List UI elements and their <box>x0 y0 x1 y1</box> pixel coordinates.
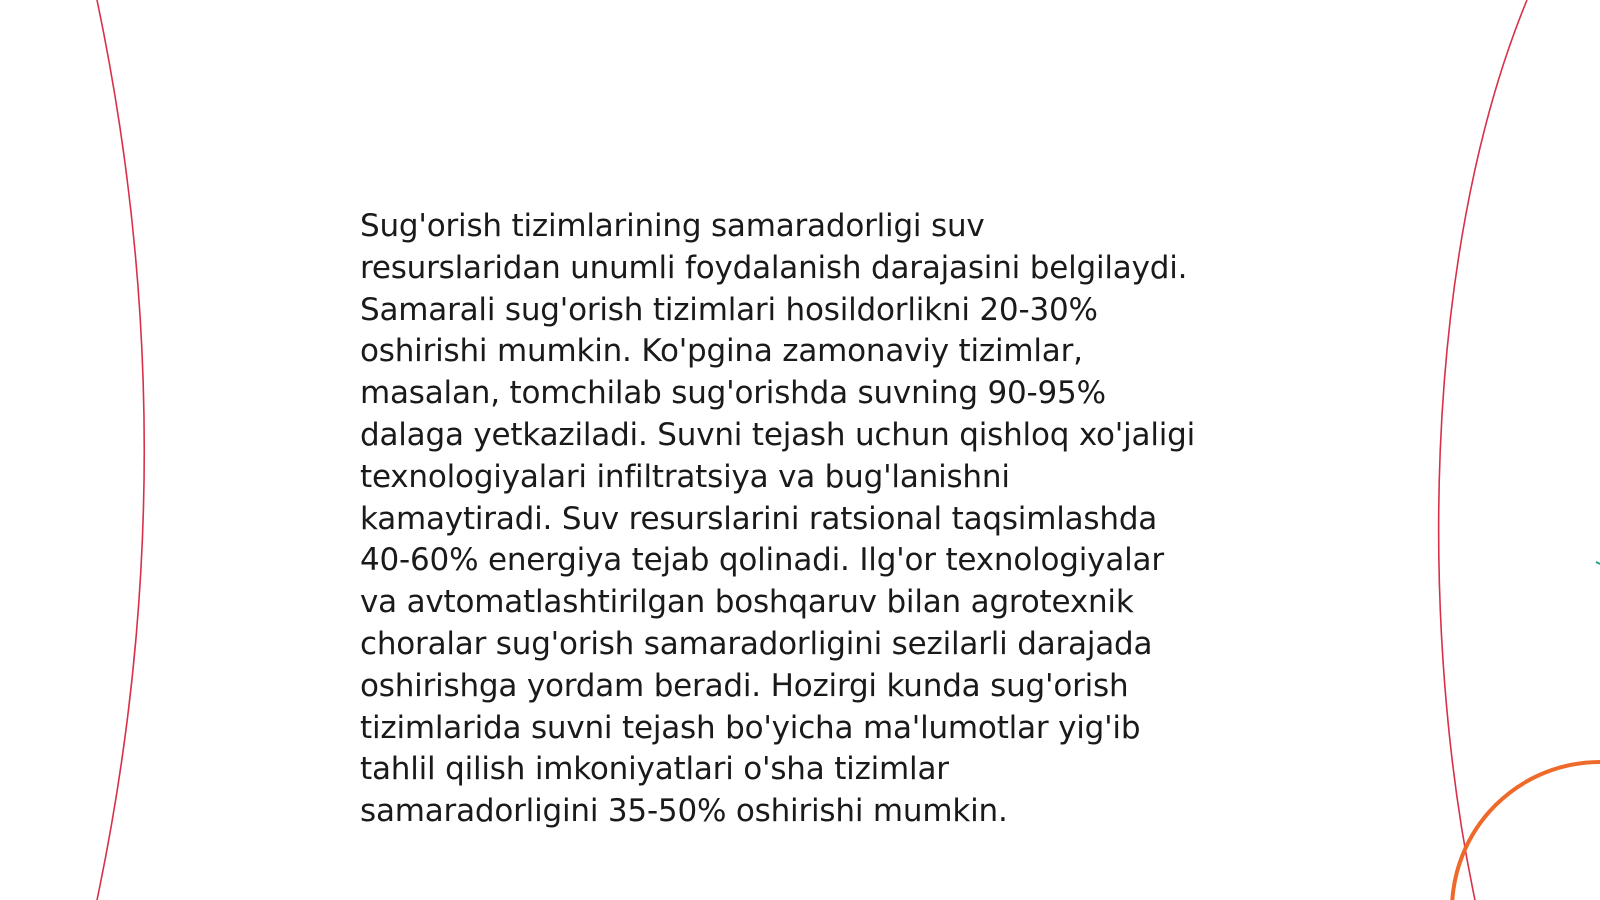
paragraph-line: oshirishga yordam beradi. Hozirgi kunda sug'orish <box>360 667 1129 704</box>
paragraph-line: Samarali sug'orish tizimlari hosildorlikni 20-30% <box>360 291 1098 328</box>
left-curve <box>97 0 144 900</box>
paragraph-line: choralar sug'orish samaradorligini sezilarli darajada <box>360 625 1153 662</box>
orange-circle <box>1452 762 1600 900</box>
body-paragraph <box>360 206 1260 833</box>
paragraph-line: resurslaridan unumli foydalanish darajasini belgilaydi. <box>360 249 1188 286</box>
paragraph-line: oshirishi mumkin. Ko'pgina zamonaviy tizimlar, <box>360 333 1083 370</box>
paragraph-line: dalaga yetkaziladi. Suvni tejash uchun qishloq xo'jaligi <box>360 416 1196 453</box>
paragraph-line: 40-60% energiya tejab qolinadi. Ilg'or texnologiyalar <box>360 542 1164 579</box>
teal-mark <box>1596 562 1600 564</box>
paragraph-line: masalan, tomchilab sug'orishda suvning 90-95% <box>360 375 1106 412</box>
paragraph-line: va avtomatlashtirilgan boshqaruv bilan agrotexnik <box>360 584 1134 621</box>
paragraph-line: texnologiyalari infiltratsiya va bug'lanishni <box>360 458 1010 495</box>
paragraph-line: samaradorligini 35-50% oshirishi mumkin. <box>360 793 1008 830</box>
paragraph-line: tahlil qilish imkoniyatlari o'sha tizimlar <box>360 751 949 788</box>
paragraph-line: kamaytiradi. Suv resurslarini ratsional taqsimlashda <box>360 500 1158 537</box>
right-curve <box>1439 0 1527 900</box>
paragraph-line: Sug'orish tizimlarining samaradorligi suv <box>360 208 985 244</box>
paragraph-line: tizimlarida suvni tejash bo'yicha ma'lumotlar yig'ib <box>360 709 1141 746</box>
